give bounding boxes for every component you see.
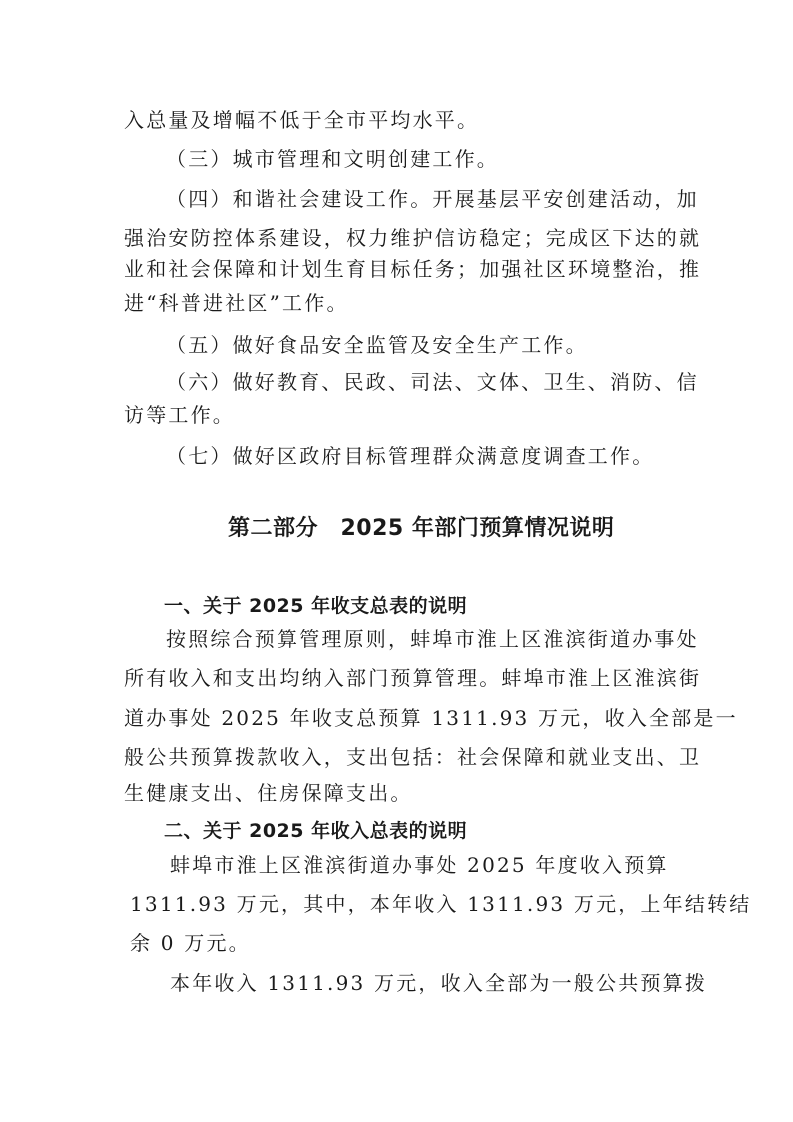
- paragraph-line: 进“科普进社区”工作。: [124, 291, 349, 315]
- list-item-seven: （七）做好区政府目标管理群众满意度调查工作。: [166, 444, 655, 468]
- paragraph-line: 入总量及增幅不低于全市平均水平。: [124, 108, 480, 132]
- paragraph-line: 本年收入 1311.93 万元，收入全部为一般公共预算拨: [170, 971, 708, 995]
- list-item-three: （三）城市管理和文明创建工作。: [166, 147, 499, 171]
- paragraph-line: 访等工作。: [124, 403, 235, 427]
- paragraph-line: 1311.93 万元，其中，本年收入 1311.93 万元，上年结转结: [130, 892, 752, 916]
- paragraph-line: 余 0 万元。: [130, 931, 251, 955]
- section-two-heading: 二、关于 2025 年收入总表的说明: [164, 820, 468, 842]
- paragraph-line: 生健康支出、住房保障支出。: [124, 781, 413, 805]
- section-one-heading: 一、关于 2025 年收支总表的说明: [164, 595, 468, 617]
- paragraph-line: 业和社会保障和计划生育目标任务；加强社区环境整治，推: [124, 257, 702, 281]
- paragraph-line: 强治安防控体系建设，权力维护信访稳定；完成区下达的就: [124, 226, 702, 250]
- list-item-six: （六）做好教育、民政、司法、文体、卫生、消防、信: [166, 370, 699, 394]
- list-item-four: （四）和谐社会建设工作。开展基层平安创建活动，加: [166, 187, 699, 211]
- paragraph-line: 道办事处 2025 年收支总预算 1311.93 万元，收入全部是一: [124, 706, 738, 730]
- paragraph-line: 按照综合预算管理原则，蚌埠市淮上区淮滨街道办事处: [166, 627, 699, 651]
- part-two-heading: 第二部分 2025 年部门预算情况说明: [228, 516, 615, 541]
- paragraph-line: 蚌埠市淮上区淮滨街道办事处 2025 年度收入预算: [170, 853, 669, 877]
- paragraph-line: 所有收入和支出均纳入部门预算管理。蚌埠市淮上区淮滨街: [124, 666, 702, 690]
- list-item-five: （五）做好食品安全监管及安全生产工作。: [166, 333, 588, 357]
- paragraph-line: 般公共预算拨款收入，支出包括：社会保障和就业支出、卫: [124, 745, 702, 769]
